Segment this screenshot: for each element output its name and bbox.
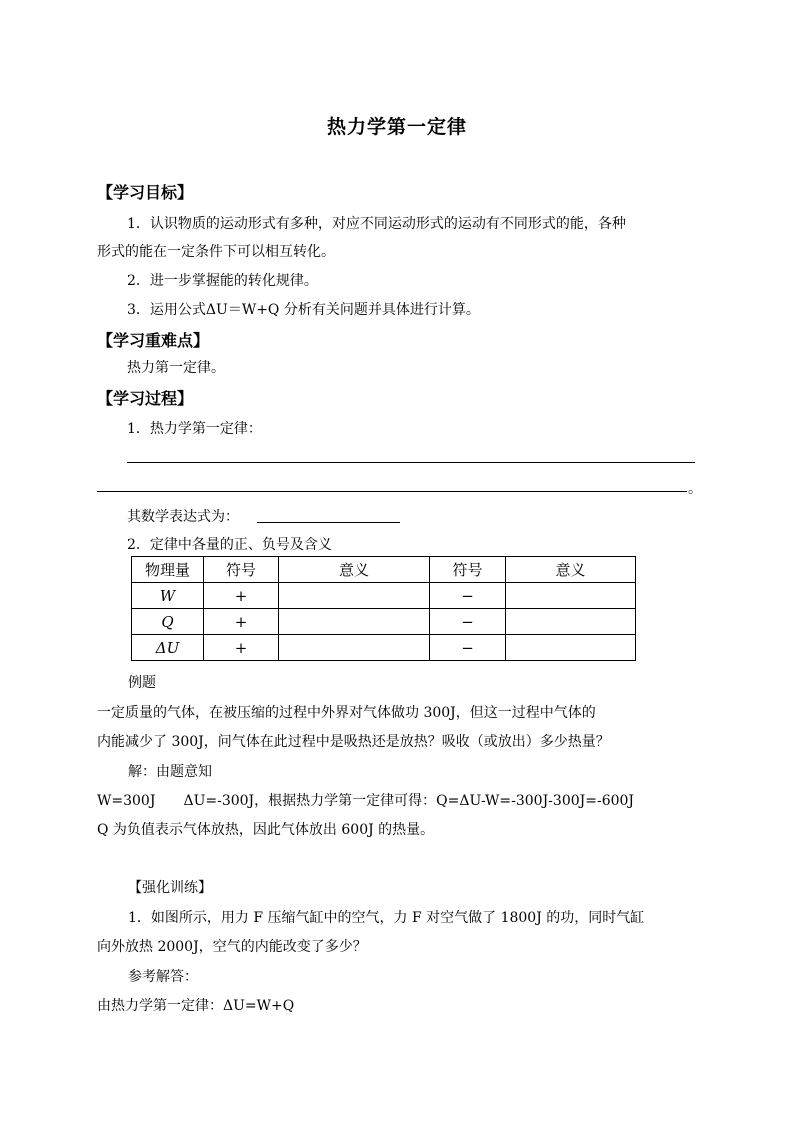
quantity-sign-table (131, 556, 636, 661)
process-item-1: 1．热力学第一定律： (127, 421, 262, 437)
reference-answer-line: 由热力学第一定律：ΔU=W+Q (97, 998, 295, 1014)
table-cell-quantity: Q (132, 609, 204, 635)
goal-item-2: 2．进一步掌握能的转化规律。 (127, 273, 318, 289)
goals-heading: 【学习目标】 (97, 183, 194, 202)
table-cell-sign: + (204, 635, 279, 661)
table-cell-meaning[interactable] (506, 609, 636, 635)
solution-calculation: W=300J ΔU=-300J，根据热力学第一定律可得：Q=ΔU-W=-300J-300J=-600J (97, 793, 635, 809)
table-row (132, 583, 636, 609)
process-item-2: 2．定律中各量的正、负号及含义 (127, 537, 332, 553)
goal-item-1-line-1: 1．认识物质的运动形式有多种，对应不同运动形式的运动有不同形式的能，各种 (127, 216, 626, 232)
table-cell-sign: − (430, 609, 506, 635)
page-title: 热力学第一定律 (326, 116, 467, 138)
expression-label: 其数学表达式为： (127, 509, 239, 525)
table-cell-meaning[interactable] (279, 609, 430, 635)
table-cell-sign: − (430, 583, 506, 609)
reference-answer-label: 参考解答： (128, 969, 198, 985)
goal-item-1-line-2: 形式的能在一定条件下可以相互转化。 (97, 244, 335, 260)
key-points-heading: 【学习重难点】 (97, 331, 210, 350)
table-cell-quantity: ΔU (132, 635, 204, 661)
training-q1-line-2: 向外放热 2000J，空气的内能改变了多少？ (97, 939, 367, 955)
example-line-2: 内能减少了 300J，问气体在此过程中是吸热还是放热？吸收（或放出）多少热量？ (97, 734, 610, 750)
table-cell-meaning[interactable] (506, 583, 636, 609)
table-cell-sign: + (204, 583, 279, 609)
expression-blank[interactable] (257, 522, 400, 523)
answer-blank-line-2[interactable] (97, 491, 687, 492)
goal-item-3: 3．运用公式ΔU＝W+Q 分析有关问题并具体进行计算。 (127, 302, 480, 318)
example-label: 例题 (128, 675, 156, 691)
table-header-cell: 符号 (430, 557, 506, 583)
table-header-cell: 物理量 (132, 557, 204, 583)
table-cell-quantity: W (132, 583, 204, 609)
table-cell-sign: + (204, 609, 279, 635)
training-heading: 【强化训练】 (128, 880, 212, 896)
solution-label: 解：由题意知 (128, 764, 212, 780)
example-line-1: 一定质量的气体，在被压缩的过程中外界对气体做功 300J，但这一过程中气体的 (97, 705, 596, 721)
table-cell-sign: − (430, 635, 506, 661)
table-row (132, 609, 636, 635)
training-q1-line-1: 1．如图所示，用力 F 压缩气缸中的空气，力 F 对空气做了 1800J 的功，同时气缸 (128, 910, 645, 926)
table-row (132, 635, 636, 661)
table-cell-meaning[interactable] (506, 635, 636, 661)
table-header-cell: 意义 (506, 557, 636, 583)
table-cell-meaning[interactable] (279, 583, 430, 609)
blank-period: 。 (688, 481, 702, 497)
key-points-text: 热力第一定律。 (127, 360, 225, 376)
answer-blank-line-1[interactable] (127, 462, 695, 463)
process-heading: 【学习过程】 (97, 389, 194, 408)
solution-conclusion: Q 为负值表示气体放热，因此气体放出 600J 的热量。 (97, 822, 435, 838)
table-cell-meaning[interactable] (279, 635, 430, 661)
table-header-cell: 意义 (279, 557, 430, 583)
table-header-cell: 符号 (204, 557, 279, 583)
table-header-row (132, 557, 636, 583)
